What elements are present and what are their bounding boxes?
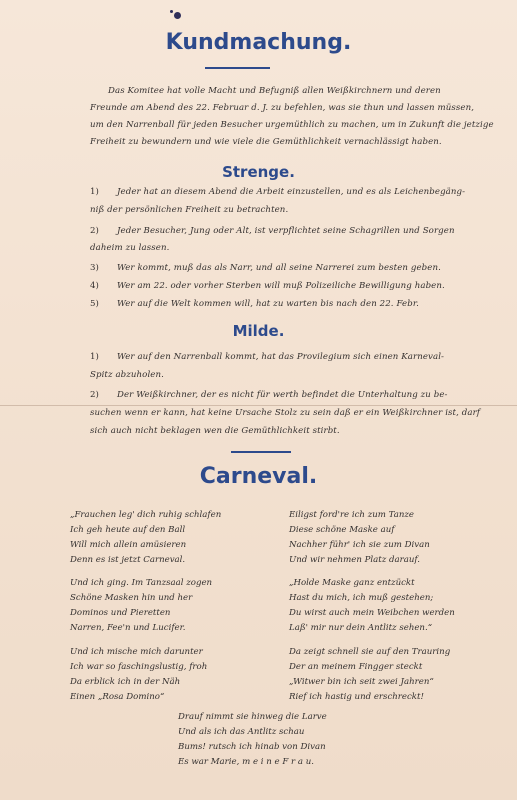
list-item: niß der persönlichen Freiheit zu betrachten. xyxy=(90,205,289,215)
list-item: daheim zu lassen. xyxy=(90,243,170,253)
carneval-underline xyxy=(231,451,291,453)
poem-line: Ich war so faschingslustig, froh xyxy=(70,662,208,672)
poem-line: Drauf nimmt sie hinweg die Larve xyxy=(178,712,327,722)
poem-line: Es war Marie, m e i n e F r a u. xyxy=(178,757,314,767)
ink-blot-small-icon xyxy=(170,10,173,13)
poem-line: Und wir nehmen Platz darauf. xyxy=(289,555,420,565)
item-number: 3) xyxy=(90,263,99,273)
poem-line: Denn es ist jetzt Carneval. xyxy=(70,555,186,565)
poem-line: Narren, Fee'n und Lucifer. xyxy=(70,623,186,633)
list-item: sich auch nicht beklagen wen die Gemüthlichkeit stirbt. xyxy=(90,426,340,436)
poem-line: Du wirst auch mein Weibchen werden xyxy=(289,608,455,618)
poem-line: Und ich mische mich darunter xyxy=(70,647,203,657)
poem-line: „Holde Maske ganz entzückt xyxy=(289,578,415,588)
item-number: 5) xyxy=(90,299,99,309)
poem-line: Dominos und Pieretten xyxy=(70,608,171,618)
intro-line: Freunde am Abend des 22. Februar d. J. zu befehlen, was sie thun und lassen müssen, xyxy=(90,103,475,113)
poem-line: Schöne Masken hin und her xyxy=(70,593,193,603)
list-item: Spitz abzuholen. xyxy=(90,370,164,380)
poem-line: Da erblick ich in der Näh xyxy=(70,677,181,687)
item-number: 2) xyxy=(90,390,99,400)
list-item: Wer kommt, muß das als Narr, und all seine Narrerei zum besten geben. xyxy=(117,263,441,273)
fold-crease xyxy=(0,405,517,406)
poem-line: Und als ich das Antlitz schau xyxy=(178,727,305,737)
carneval-title: Carneval. xyxy=(199,464,318,489)
poem-line: Laß' mir nur dein Antlitz sehen.“ xyxy=(289,623,433,633)
poem-line: Rief ich hastig und erschreckt! xyxy=(289,692,424,702)
poem-line: Hast du mich, ich muß gestehen; xyxy=(289,593,434,603)
intro-line: Das Komitee hat volle Macht und Befugniß allen Weißkirchnern und deren xyxy=(108,86,441,96)
section-title-strenge: Strenge. xyxy=(222,163,295,181)
poem-line: Und ich ging. Im Tanzsaal zogen xyxy=(70,578,213,588)
title-underline xyxy=(205,67,270,69)
poem-line: Einen „Rosa Domino“ xyxy=(70,692,165,702)
section-title-milde: Milde. xyxy=(232,322,285,340)
poem-line: „Frauchen leg' dich ruhig schlafen xyxy=(70,510,222,520)
poem-line: Will mich allein amüsieren xyxy=(70,540,187,550)
page-title: Kundmachung. xyxy=(165,30,352,55)
intro-line: um den Narrenball für jeden Besucher urgemüthlich zu machen, um in Zukunft die jetzige xyxy=(90,120,494,130)
poem-line: Diese schöne Maske auf xyxy=(289,525,395,535)
list-item: Jeder hat an diesem Abend die Arbeit einzustellen, und es als Leichenbegäng- xyxy=(117,187,466,197)
ink-blot-icon xyxy=(174,12,181,19)
poem-line: Da zeigt schnell sie auf den Trauring xyxy=(289,647,451,657)
poem-line: Eiligst ford're ich zum Tanze xyxy=(289,510,414,520)
intro-line: Freiheit zu bewundern und wie viele die Gemüthlichkeit vernachlässigt haben. xyxy=(90,137,442,147)
list-item: Der Weißkirchner, der es nicht für werth befindet die Unterhaltung zu be- xyxy=(117,390,448,400)
list-item: Wer am 22. oder vorher Sterben will muß Polizeiliche Bewilligung haben. xyxy=(117,281,445,291)
list-item: Jeder Besucher, Jung oder Alt, ist verpflichtet seine Schagrillen und Sorgen xyxy=(117,226,455,236)
item-number: 4) xyxy=(90,281,99,291)
poem-line: Ich geh heute auf den Ball xyxy=(70,525,186,535)
list-item: Wer auf den Narrenball kommt, hat das Provilegium sich einen Karneval- xyxy=(117,352,445,362)
poem-line: Bums! rutsch ich hinab von Divan xyxy=(178,742,326,752)
poem-line: Der an meinem Fingger steckt xyxy=(289,662,423,672)
poem-line: Nachher führ' ich sie zum Divan xyxy=(289,540,430,550)
list-item: Wer auf die Welt kommen will, hat zu warten bis nach den 22. Febr. xyxy=(117,299,419,309)
list-item: suchen wenn er kann, hat keine Ursache Stolz zu sein daß er ein Weißkirchner ist, darf xyxy=(90,408,481,418)
item-number: 1) xyxy=(90,352,99,362)
item-number: 1) xyxy=(90,187,99,197)
poem-line: „Witwer bin ich seit zwei Jahren“ xyxy=(289,677,434,687)
item-number: 2) xyxy=(90,226,99,236)
